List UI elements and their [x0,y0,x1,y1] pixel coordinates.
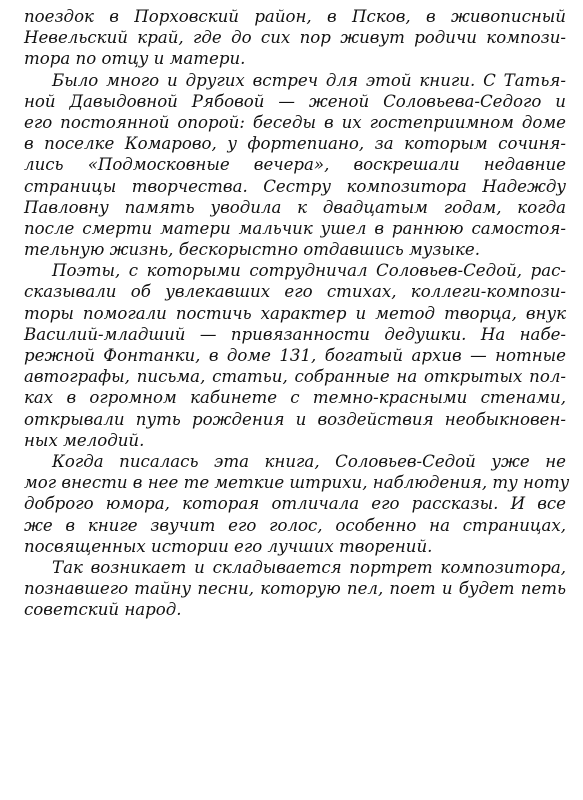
text-line: поездок в Порховский район, в Псков, в живописный [24,7,566,26]
text-line: ках в огромном кабинете с темно-красными стенами, [24,388,566,408]
text-line: торы помогали постичь характер и метод творца, внук [24,303,566,323]
text-line: Невельский край, где до сих пор живут родичи компози- [24,28,566,48]
text-line: ной Давыдовной Рябовой — женой Соловьева-Седого и [24,91,566,111]
text-line: автографы, письма, статьи, собранные на открытых пол- [24,367,566,387]
text-line: страницы творчества. Сестру композитора Надежду [24,176,566,196]
text-line: Поэты, с которыми сотрудничал Соловьев-Седой, рас- [52,261,566,281]
paragraph-3 [24,260,566,451]
text-line: Было много и других встреч для этой книги. С Татья- [52,70,566,90]
book-page [24,6,570,620]
paragraph-2 [24,70,566,261]
text-line: тора по отцу и матери. [24,49,246,69]
text-line: Павловну память уводила к двадцатым годам, когда [24,197,566,217]
text-line: Василий-младший — привязанности дедушки. На набе- [24,324,566,344]
text-line: Так возникает и складывается портрет композитора, [52,557,566,577]
text-line: открывали путь рождения и воздействия необыкновен- [24,409,566,429]
text-line: его постоянной опорой: беседы в их гостеприимном доме [24,112,566,132]
text-line: Когда писалась эта книга, Соловьев-Седой уже не [52,451,566,471]
paragraph-5 [24,557,566,621]
text-line: познавшего тайну песни, которую пел, поет и будет петь [24,579,566,599]
text-line: же в книге звучит его голос, особенно на страницах, [24,515,566,535]
text-line: режной Фонтанки, в доме 131, богатый архив — нотные [24,346,566,365]
text-line: ных мелодий. [24,430,145,450]
text-line: мог внести в нее те меткие штрихи, наблюдения, ту ноту [24,473,570,493]
text-line: посвященных истории его лучших творений. [24,536,433,556]
text-line: советский народ. [24,600,182,620]
paragraph-4 [24,451,570,557]
text-line: доброго юмора, которая отличала его рассказы. И все [24,494,566,514]
text-line: в поселке Комарово, у фортепиано, за которым сочиня- [24,134,566,154]
text-line: после смерти матери мальчик ушел в раннюю самостоя- [24,218,566,238]
text-line: лись «Подмосковные вечера», воскрешали недавние [24,155,566,175]
paragraph-1 [24,6,566,70]
text-line: тельную жизнь, бескорыстно отдавшись музыке. [24,240,480,260]
text-line: сказывали об увлекавших его стихах, коллеги-компози- [24,282,566,302]
